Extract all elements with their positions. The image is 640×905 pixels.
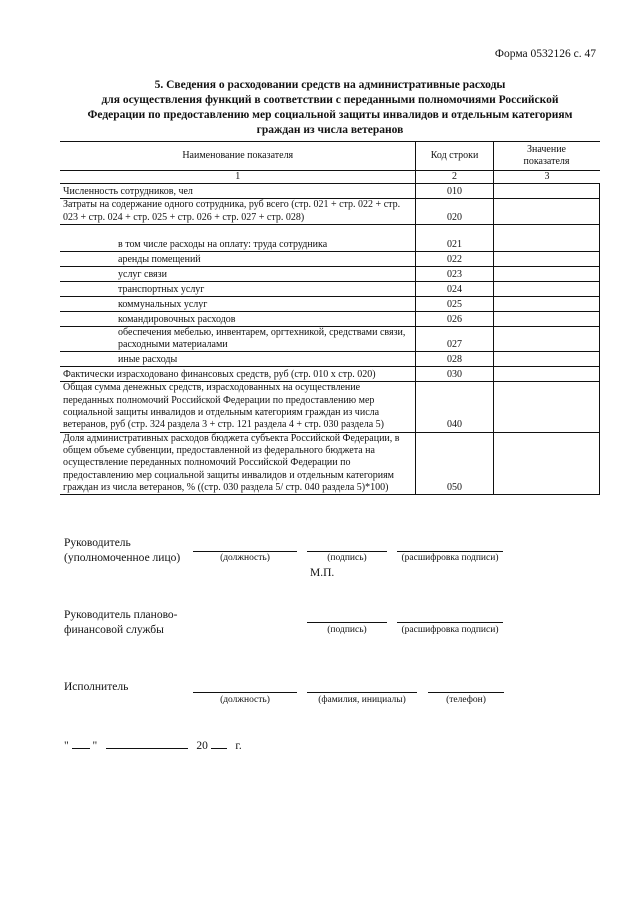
- row-text: иные расходы: [60, 352, 415, 367]
- row-text: Фактически израсходовано финансовых средств, руб (стр. 010 х стр. 020): [60, 367, 415, 382]
- fin-signature-line[interactable]: [307, 622, 387, 623]
- row-text: Доля административных расходов бюджета субъекта Российской Федерации, в общем объеме субвенции, предоставленной из федерального бюджета на осуществление переданных полномочий Российской Федерации по предоставлению мер социальной защиты инвалидов и отдельным категориям граждан из числа ветеранов, % ((стр. 030 раздела 5/ стр. 040 раздела 5)*100): [60, 432, 415, 494]
- row-code: 030: [415, 367, 493, 382]
- row-text: Затраты на содержание одного сотрудника, руб всего (стр. 021 + стр. 022 + стр. 023 + стр. 024 + стр. 025 + стр. 026 + стр. 027 + стр. 028): [60, 199, 415, 225]
- date-month-field[interactable]: [106, 736, 188, 749]
- row-value-cell[interactable]: [493, 432, 600, 494]
- table-header-row: [60, 142, 600, 171]
- row-text: обеспечения мебелью, инвентарем, оргтехникой, средствами связи, расходными материалами: [60, 326, 415, 352]
- heading-line-4: граждан из числа ветеранов: [256, 124, 404, 136]
- fin-signature-caption: (подпись): [327, 625, 367, 635]
- colnum-1: 1: [60, 171, 415, 184]
- row-text: транспортных услуг: [60, 281, 415, 296]
- table-row: [60, 311, 600, 326]
- stamp-place-label: М.П.: [310, 567, 335, 579]
- row-value-cell[interactable]: [493, 367, 600, 382]
- heading-line-1: 5. Сведения о расходовании средств на административные расходы: [154, 79, 506, 91]
- table-row: [60, 199, 600, 225]
- head-position-caption: (должность): [220, 553, 270, 563]
- row-code: 020: [415, 199, 493, 225]
- row-value-cell[interactable]: [493, 296, 600, 311]
- form-code: Форма 0532126 с. 47: [494, 48, 596, 60]
- table-row: [60, 432, 600, 494]
- row-text: командировочных расходов: [60, 311, 415, 326]
- head-signature-caption: (подпись): [327, 553, 367, 563]
- row-value-cell[interactable]: [493, 326, 600, 352]
- table-row: [60, 382, 600, 432]
- colnum-2: 2: [415, 171, 493, 184]
- row-code: 050: [415, 432, 493, 494]
- colnum-3: 3: [493, 171, 600, 184]
- row-value-cell[interactable]: [493, 311, 600, 326]
- row-value-cell[interactable]: [493, 352, 600, 367]
- exec-position-line[interactable]: [193, 692, 297, 693]
- row-text: коммунальных услуг: [60, 296, 415, 311]
- row-value-cell[interactable]: [493, 382, 600, 432]
- column-numbers-row: [60, 171, 600, 184]
- table-row: [60, 326, 600, 352]
- exec-name-caption: (фамилия, инициалы): [318, 695, 406, 705]
- row-code: 010: [415, 184, 493, 199]
- exec-phone-caption: (телефон): [446, 695, 486, 705]
- row-text: аренды помещений: [60, 251, 415, 266]
- row-text: Численность сотрудников, чел: [60, 184, 415, 199]
- executor-label: Исполнитель: [64, 681, 129, 693]
- exec-position-caption: (должность): [220, 695, 270, 705]
- head-signature-line[interactable]: [307, 551, 387, 552]
- row-code: 027: [415, 326, 493, 352]
- row-value-cell[interactable]: [493, 199, 600, 225]
- row-text: в том числе расходы на оплату: труда сотрудника: [60, 224, 415, 251]
- exec-phone-line[interactable]: [428, 692, 504, 693]
- table-row: [60, 224, 600, 251]
- row-value-cell[interactable]: [493, 266, 600, 281]
- table-row: [60, 184, 600, 199]
- row-code: 021: [415, 224, 493, 251]
- table-row: [60, 352, 600, 367]
- row-code: 022: [415, 251, 493, 266]
- row-value-cell[interactable]: [493, 224, 600, 251]
- expenses-table: [60, 141, 600, 495]
- header-name: Наименование показателя: [60, 142, 415, 171]
- fin-head-label: Руководитель планово- финансовой службы: [64, 609, 178, 636]
- row-code: 028: [415, 352, 493, 367]
- row-value-cell[interactable]: [493, 251, 600, 266]
- row-code: 026: [415, 311, 493, 326]
- table-row: [60, 251, 600, 266]
- row-text: услуг связи: [60, 266, 415, 281]
- row-value-cell[interactable]: [493, 184, 600, 199]
- head-decode-line[interactable]: [397, 551, 503, 552]
- row-text: Общая сумма денежных средств, израсходованных на осуществление переданных полномочий Российской Федерации по предоставлению мер социальной защиты инвалидов и отдельным категориям граждан из числа ветеранов, руб (стр. 324 раздела 3 + стр. 121 раздела 4 + стр. 030 раздела 5): [60, 382, 415, 432]
- row-code: 040: [415, 382, 493, 432]
- section-heading: [60, 78, 600, 138]
- header-value: Значение показателя: [493, 142, 600, 171]
- table-row: [60, 367, 600, 382]
- table-row: [60, 266, 600, 281]
- header-code: Код строки: [415, 142, 493, 171]
- head-position-line[interactable]: [193, 551, 297, 552]
- date-line: " " 20 г.: [64, 736, 242, 752]
- table-row: [60, 296, 600, 311]
- fin-decode-caption: (расшифровка подписи): [401, 625, 499, 635]
- row-code: 024: [415, 281, 493, 296]
- fin-decode-line[interactable]: [397, 622, 503, 623]
- row-code: 023: [415, 266, 493, 281]
- row-value-cell[interactable]: [493, 281, 600, 296]
- head-label: Руководитель (уполномоченное лицо): [64, 537, 181, 564]
- date-year-field[interactable]: [211, 736, 227, 749]
- date-day-field[interactable]: [72, 736, 90, 749]
- table-row: [60, 281, 600, 296]
- head-decode-caption: (расшифровка подписи): [401, 553, 499, 563]
- heading-line-2: для осуществления функций в соответствии с переданными полномочиями Российской: [101, 94, 559, 106]
- row-code: 025: [415, 296, 493, 311]
- heading-line-3: Федерации по предоставлению мер социальной защиты инвалидов и отдельным категориям: [87, 109, 573, 121]
- exec-name-line[interactable]: [307, 692, 417, 693]
